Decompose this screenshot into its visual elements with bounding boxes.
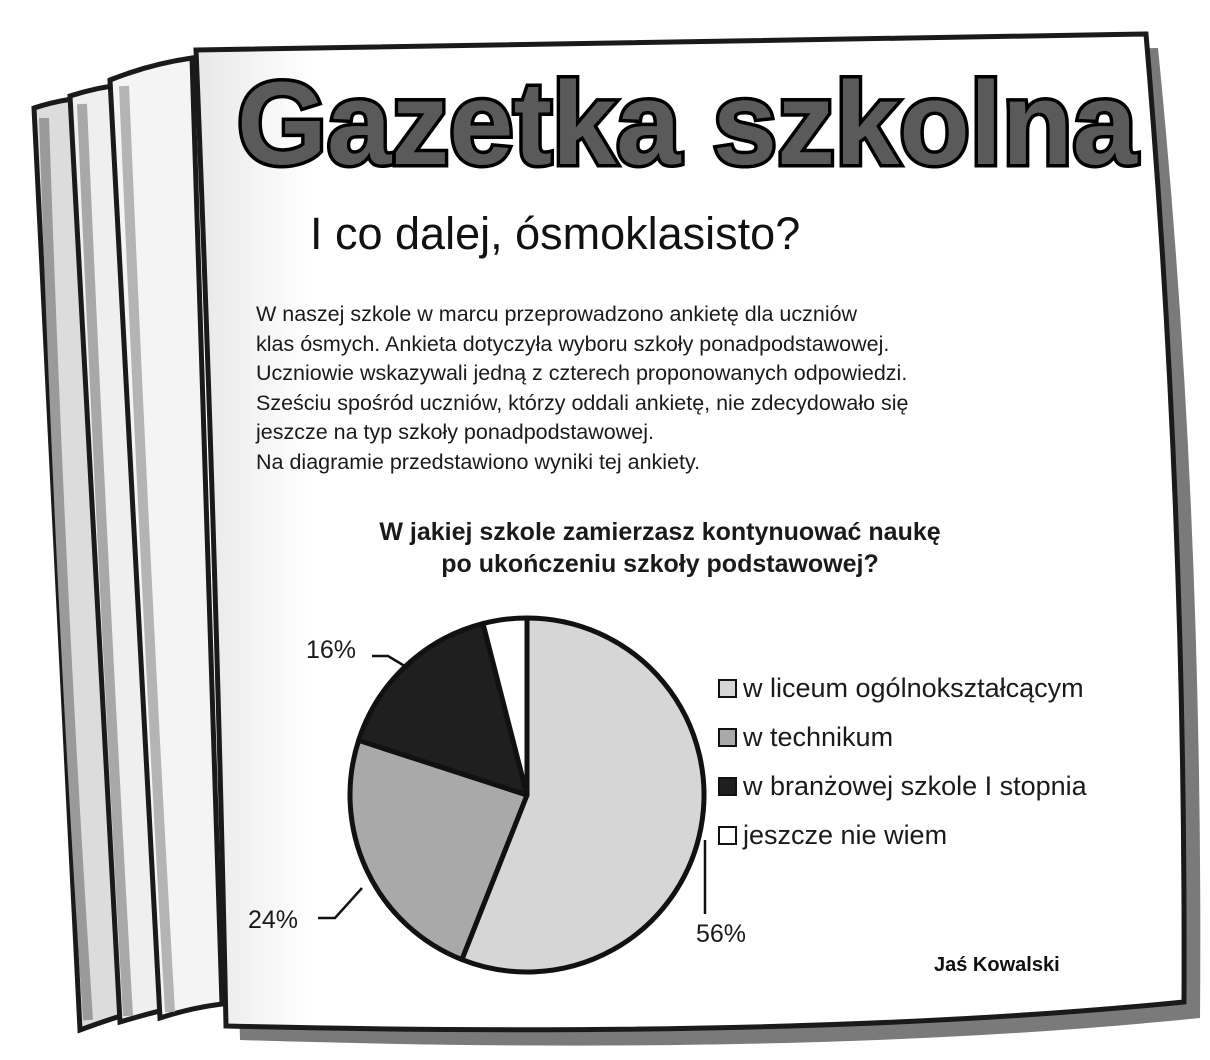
legend-swatch — [718, 728, 737, 747]
legend-item — [718, 664, 1087, 713]
pie-leader-line — [372, 656, 408, 668]
legend-label: w branżowej szkole I stopnia — [743, 771, 1087, 801]
legend-swatch — [718, 679, 737, 698]
chart-title-line: W jakiej szkole zamierzasz kontynuować naukę — [379, 518, 941, 546]
legend-item — [718, 762, 1087, 811]
article-line: Sześciu spośród uczniów, którzy oddali ankietę, nie zdecydowało się — [256, 390, 909, 415]
legend-label: w liceum ogólnokształcącym — [743, 673, 1084, 703]
article-line: klas ósmych. Ankieta dotyczyła wyboru szkoły ponadpodstawowej. — [256, 331, 890, 356]
pie-data-label: 16% — [306, 636, 357, 664]
legend-item — [718, 811, 1087, 860]
article-line: jeszcze na typ szkoły ponadpodstawowej. — [256, 420, 654, 444]
legend-swatch — [718, 777, 737, 796]
chart-legend — [718, 664, 1087, 860]
legend-item — [718, 713, 1087, 762]
legend-label: jeszcze nie wiem — [743, 820, 948, 850]
chart-title-line: po ukończeniu szkoły podstawowej? — [441, 550, 879, 578]
article-line: Uczniowie wskazywali jedną z czterech proponowanych odpowiedzi. — [256, 361, 908, 385]
legend-swatch — [718, 826, 737, 845]
article-line: Na diagramie przedstawiono wyniki tej ankiety. — [256, 449, 701, 474]
article-line: W naszej szkole w marcu przeprowadzono ankietę dla uczniów — [256, 302, 858, 326]
author-name: Jaś Kowalski — [934, 954, 1060, 976]
article-title: I co dalej, ósmoklasisto? — [310, 208, 801, 259]
legend-label: w technikum — [743, 722, 894, 752]
masthead-title: Gazetka szkolna — [237, 64, 1139, 184]
pie-leader-line — [318, 888, 362, 918]
pie-data-label: 56% — [696, 920, 747, 948]
pie-data-label: 24% — [248, 906, 299, 934]
